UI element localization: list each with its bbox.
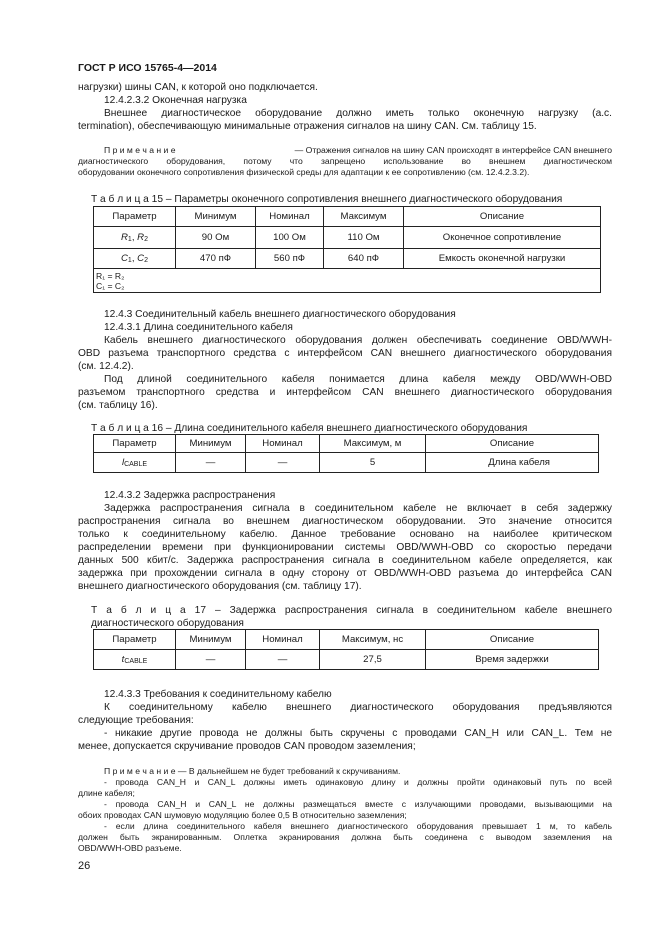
table-header-cell: Максимум [324, 207, 404, 227]
paragraph-line: - никакие другие провода не должны быть скручены с проводами CAN_H или CAN_L. Тем не [104, 728, 612, 739]
section-heading: 12.4.3 Соединительный кабель внешнего диагностического оборудования [104, 309, 456, 320]
table-header-cell: Максимум, м [320, 435, 426, 453]
table-cell: — [176, 650, 246, 670]
table-header-cell: Максимум, нс [320, 630, 426, 650]
paragraph-line: менее, допускается скручивание проводов CAN проводом заземления; [78, 741, 416, 752]
table-header-row [94, 630, 599, 650]
paragraph-line: нагрузки) шины CAN, к которой оно подключается. [78, 82, 318, 93]
table-header-cell: Описание [404, 207, 601, 227]
section-heading: 12.4.2.3.2 Оконечная нагрузка [104, 95, 247, 106]
table-cell: 90 Ом [176, 227, 256, 249]
paragraph-line: задержка при прохождении сигнала в одну сторону от OBD/WWH-OBD разъема до интерфейса CAN [78, 568, 612, 579]
table-header-cell: Параметр [94, 207, 176, 227]
section-heading: 12.4.3.3 Требования к соединительному кабелю [104, 689, 332, 700]
table-row [94, 249, 601, 269]
page-number: 26 [78, 860, 91, 872]
table-cell-param: $t_{CABLE}$ [94, 650, 176, 670]
paragraph-line: OBD разъема транспортного средства с интерфейсом CAN внешнего диагностического оборудования [78, 348, 612, 359]
note-line: OBD/WWH-OBD разъеме. [78, 843, 182, 853]
table-cell: — [246, 453, 320, 473]
table-header-cell: Номинал [246, 435, 320, 453]
table-cell: 100 Ом [256, 227, 324, 249]
paragraph-line: внешнего диагностического оборудования (см. таблицу 17). [78, 581, 362, 592]
section-heading: 12.4.3.1 Длина соединительного кабеля [104, 322, 293, 333]
paragraph-line: разъемом транспортного средства и интерфейсом CAN внешнего диагностического оборудования [78, 387, 612, 398]
table-17 [93, 629, 599, 670]
paragraph-line: распределении времени при функционировании системы OBD/WWH-OBD со скоростью передачи [78, 542, 612, 553]
table-header-cell: Описание [426, 435, 599, 453]
paragraph-line: только к соединительному кабелю. Данное требование основано на наиболее критическом [78, 529, 612, 540]
note-line: обоих проводах CAN шумовую модуляцию более 0,5 В относительно заземления; [78, 810, 407, 820]
table-header-cell: Минимум [176, 207, 256, 227]
table-footnote [94, 269, 601, 293]
note-text: — Отражения сигналов на шину CAN происходят в интерфейсе CAN внешнего [294, 145, 612, 155]
table-footnote-line: C₁ = C₂ [96, 280, 125, 291]
note-label: П р и м е ч а н и е [104, 145, 176, 155]
table-cell: 470 пФ [176, 249, 256, 269]
table-cell-param: $R_1$, $R_2$ [94, 227, 176, 249]
paragraph-line: следующие требования: [78, 715, 194, 726]
paragraph-line: К соединительному кабелю внешнего диагностического оборудования предъявляются [104, 702, 612, 713]
table-cell: — [176, 453, 246, 473]
paragraph-line: распространения сигнала во внешнем диагностическом оборудовании. Это значение относится [78, 516, 612, 527]
note-line: - провода CAN_H и CAN_L должны иметь одинаковую длину и должны пройти одинаковый путь по всей [104, 777, 612, 787]
table-header-cell: Номинал [256, 207, 324, 227]
table-cell: 110 Ом [324, 227, 404, 249]
table-caption-label: Т а б л и ц а 15 [91, 194, 164, 205]
table-footnote-row [94, 269, 601, 293]
note-line: длине кабеля; [78, 788, 135, 798]
note-line: - если длина соединительного кабеля внешнего диагностического оборудования превышает 1 м, то кабель [104, 821, 612, 831]
paragraph-line: Задержка распространения сигнала в соединительном кабеле не включает в себя задержку [104, 503, 612, 514]
table-header-cell: Номинал [246, 630, 320, 650]
table-cell: 5 [320, 453, 426, 473]
table-footnote-line: R₁ = R₂ [96, 270, 125, 281]
note-text: — В дальнейшем не будет требований к скручиваниям. [175, 766, 401, 776]
table-header-cell: Параметр [94, 630, 176, 650]
table-header-row [94, 435, 599, 453]
section-heading: 12.4.3.2 Задержка распространения [104, 490, 276, 501]
note-line: - провода CAN_H и CAN_L не должны размещаться вместе с излучающими проводами, вызывающими на [104, 799, 612, 809]
table-caption-label: Т а б л и ц а 16 [91, 423, 164, 434]
table-cell: — [246, 650, 320, 670]
table-caption-text: – Длина соединительного кабеля внешнего диагностического оборудования [163, 423, 528, 434]
table-16 [93, 434, 599, 473]
note-line: диагностического оборудования, потому что запрещено использование во внешнем диагностическом [78, 156, 612, 166]
paragraph-line: (см. таблицу 16). [78, 400, 158, 411]
table-header-cell: Параметр [94, 435, 176, 453]
table-caption [91, 193, 562, 206]
paragraph-line: данных 500 кбит/с. Задержка распространения сигнала в соединительном кабеле определяется, как [78, 555, 612, 566]
paragraph-line: Кабель внешнего диагностического оборудования должен обеспечивать соединение OBD/WWH- [104, 335, 612, 346]
table-cell: Оконечное сопротивление [404, 227, 601, 249]
table-cell: Емкость оконечной нагрузки [404, 249, 601, 269]
note-line: должен быть экранированным. Оплетка экранирования должна быть соединена с выводом заземления на [78, 832, 612, 842]
note-line: оборудовании оконечного сопротивления физической среды для адаптации к ее сопротивлению (см. 12.4.2.3.2). [78, 167, 530, 177]
table-header-row [94, 207, 601, 227]
table-15 [93, 206, 601, 293]
table-cell: 640 пФ [324, 249, 404, 269]
table-header-cell: Минимум [176, 435, 246, 453]
table-row [94, 227, 601, 249]
table-cell: 27,5 [320, 650, 426, 670]
paragraph-line: (см. 12.4.2). [78, 361, 134, 372]
note-line [104, 766, 400, 777]
table-caption-text: – Параметры оконечного сопротивления внешнего диагностического оборудования [163, 194, 563, 205]
paragraph-line: termination), обеспечивающую минимальные отражения сигналов на шину CAN. См. таблицу 15. [78, 121, 537, 132]
paragraph-line: Внешнее диагностическое оборудование должно иметь только оконечную нагрузку (a.c. [104, 108, 612, 119]
table-row [94, 453, 599, 473]
note-line [104, 145, 612, 156]
table-row [94, 650, 599, 670]
table-header-cell: Минимум [176, 630, 246, 650]
note-label: П р и м е ч а н и е [104, 766, 176, 776]
table-cell: Время задержки [426, 650, 599, 670]
table-caption: диагностического оборудования [91, 618, 244, 629]
paragraph-line: Под длиной соединительного кабеля понимается длина кабеля между OBD/WWH-OBD [104, 374, 612, 385]
table-header-cell: Описание [426, 630, 599, 650]
table-caption: Т а б л и ц а 17 – Задержка распространения сигнала в соединительном кабеле внешнего [91, 605, 612, 616]
table-cell: 560 пФ [256, 249, 324, 269]
table-cell: Длина кабеля [426, 453, 599, 473]
document-header: ГОСТ Р ИСО 15765-4—2014 [78, 62, 217, 74]
table-cell-param: $C_1$, $C_2$ [94, 249, 176, 269]
table-cell-param: $l_{CABLE}$ [94, 453, 176, 473]
